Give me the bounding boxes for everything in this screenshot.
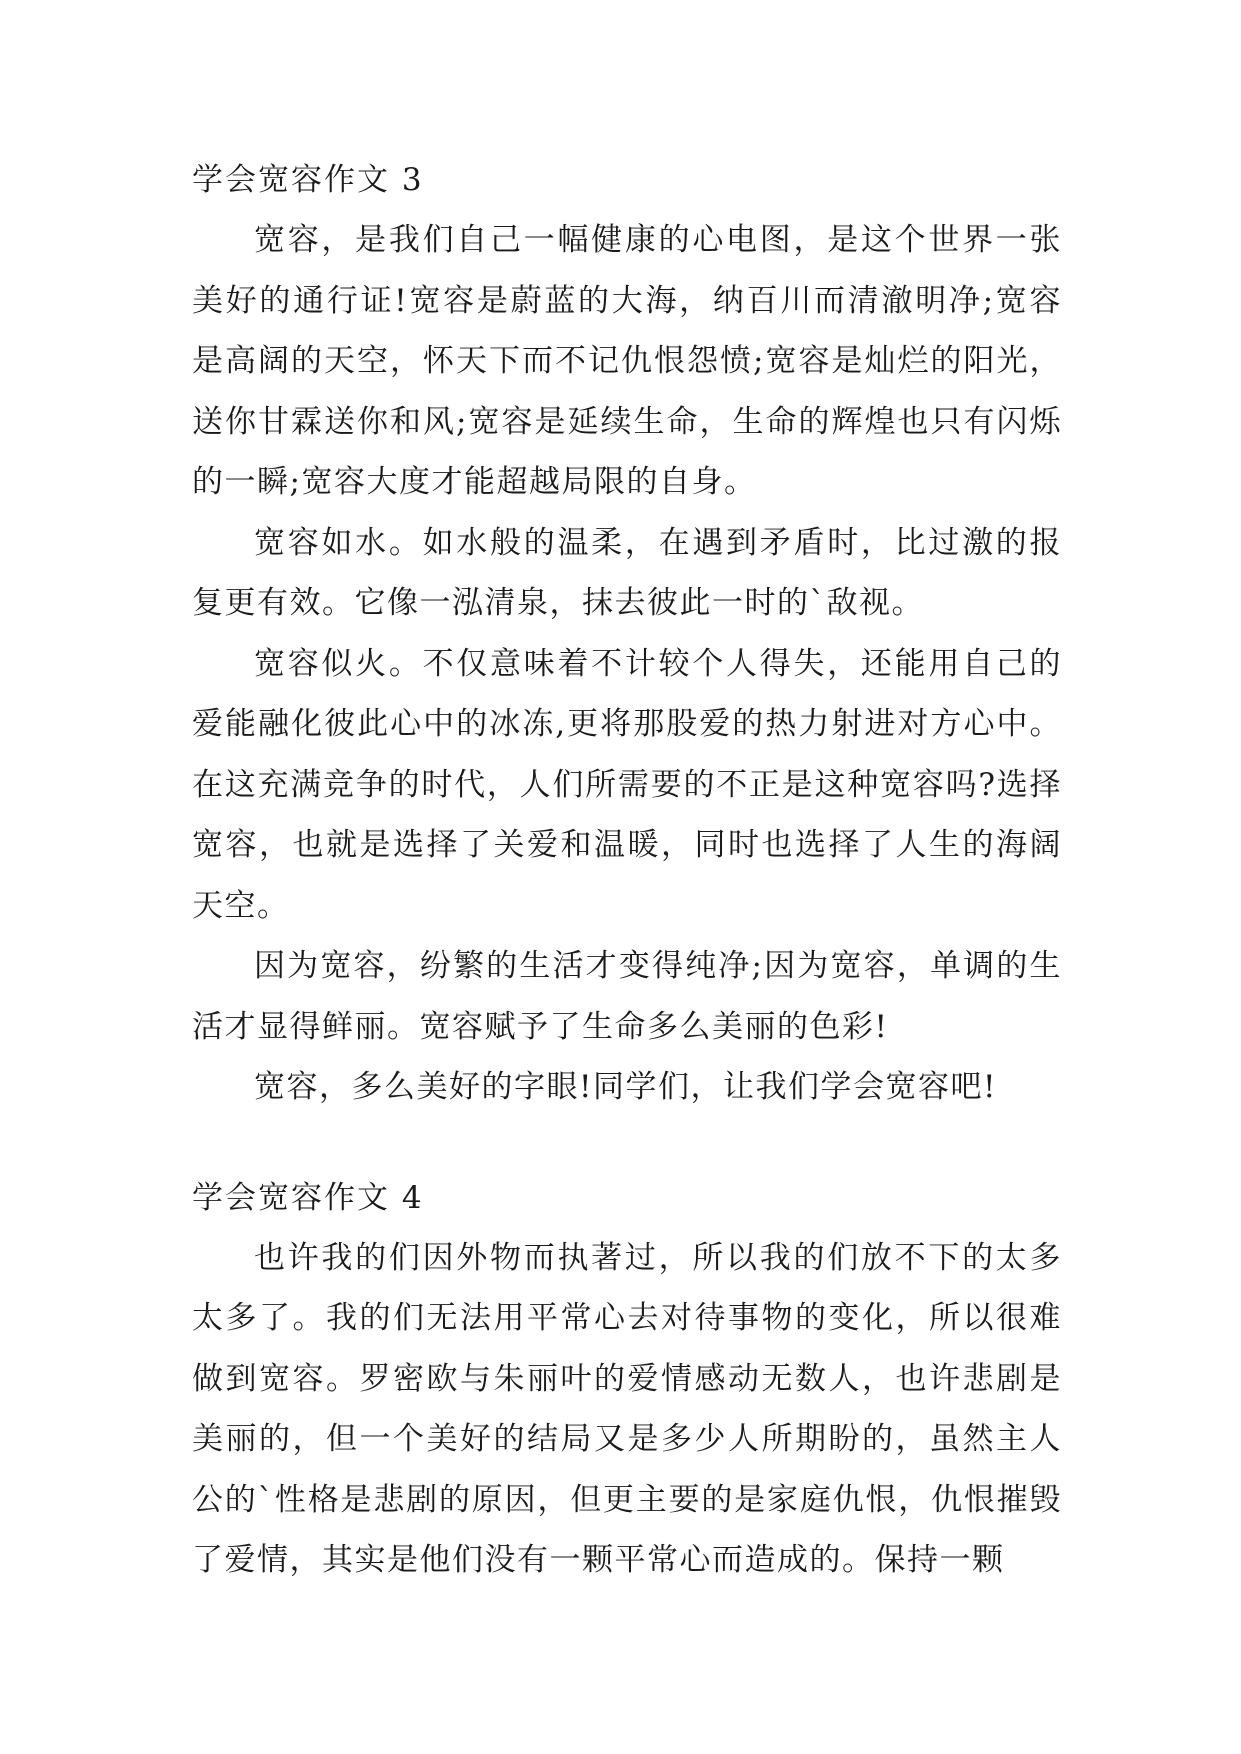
paragraph: 宽容，是我们自己一幅健康的心电图，是这个世界一张美好的通行证!宽容是蔚蓝的大海，纳百川而清澈明净;宽容是高阔的天空，怀天下而不记仇恨怨愤;宽容是灿烂的阳光，送你甘霖送你和风;宽容是延续生命，生命的辉煌也只有闪烁的一瞬;宽容大度才能超越局限的自身。 xyxy=(192,222,1062,500)
paragraph: 也许我的们因外物而执著过，所以我的们放不下的太多太多了。我的们无法用平常心去对待事物的变化，所以很难做到宽容。罗密欧与朱丽叶的爱情感动无数人，也许悲剧是美丽的，但一个美好的结局又是多少人所期盼的，虽然主人公的`性格是悲剧的原因，但更主要的是家庭仇恨，仇恨摧毁了爱情，其实是他们没有一颗平常心而造成的。保持一颗 xyxy=(192,1239,1062,1578)
paragraph: 因为宽容，纷繁的生活才变得纯净;因为宽容，单调的生活才显得鲜丽。宽容赋予了生命多么美丽的色彩! xyxy=(192,948,1062,1045)
paragraph: 宽容如水。如水般的温柔，在遇到矛盾时，比过激的报复更有效。它像一泓清泉，抹去彼此一时的`敌视。 xyxy=(192,524,1062,621)
document-page xyxy=(192,150,1062,1591)
section-title: 学会宽容作文 3 xyxy=(192,162,424,198)
section-title: 学会宽容作文 4 xyxy=(192,1179,424,1216)
paragraph: 宽容似火。不仅意味着不计较个人得失，还能用自己的爱能融化彼此心中的冰冻,更将那股爱的热力射进对方心中。在这充满竞争的时代，人们所需要的不正是这种宽容吗?选择宽容，也就是选择了关爱和温暖，同时也选择了人生的海阔天空。 xyxy=(192,645,1062,924)
section-divider xyxy=(192,1118,1062,1168)
paragraph: 宽容，多么美好的字眼!同学们，让我们学会宽容吧! xyxy=(254,1069,997,1105)
